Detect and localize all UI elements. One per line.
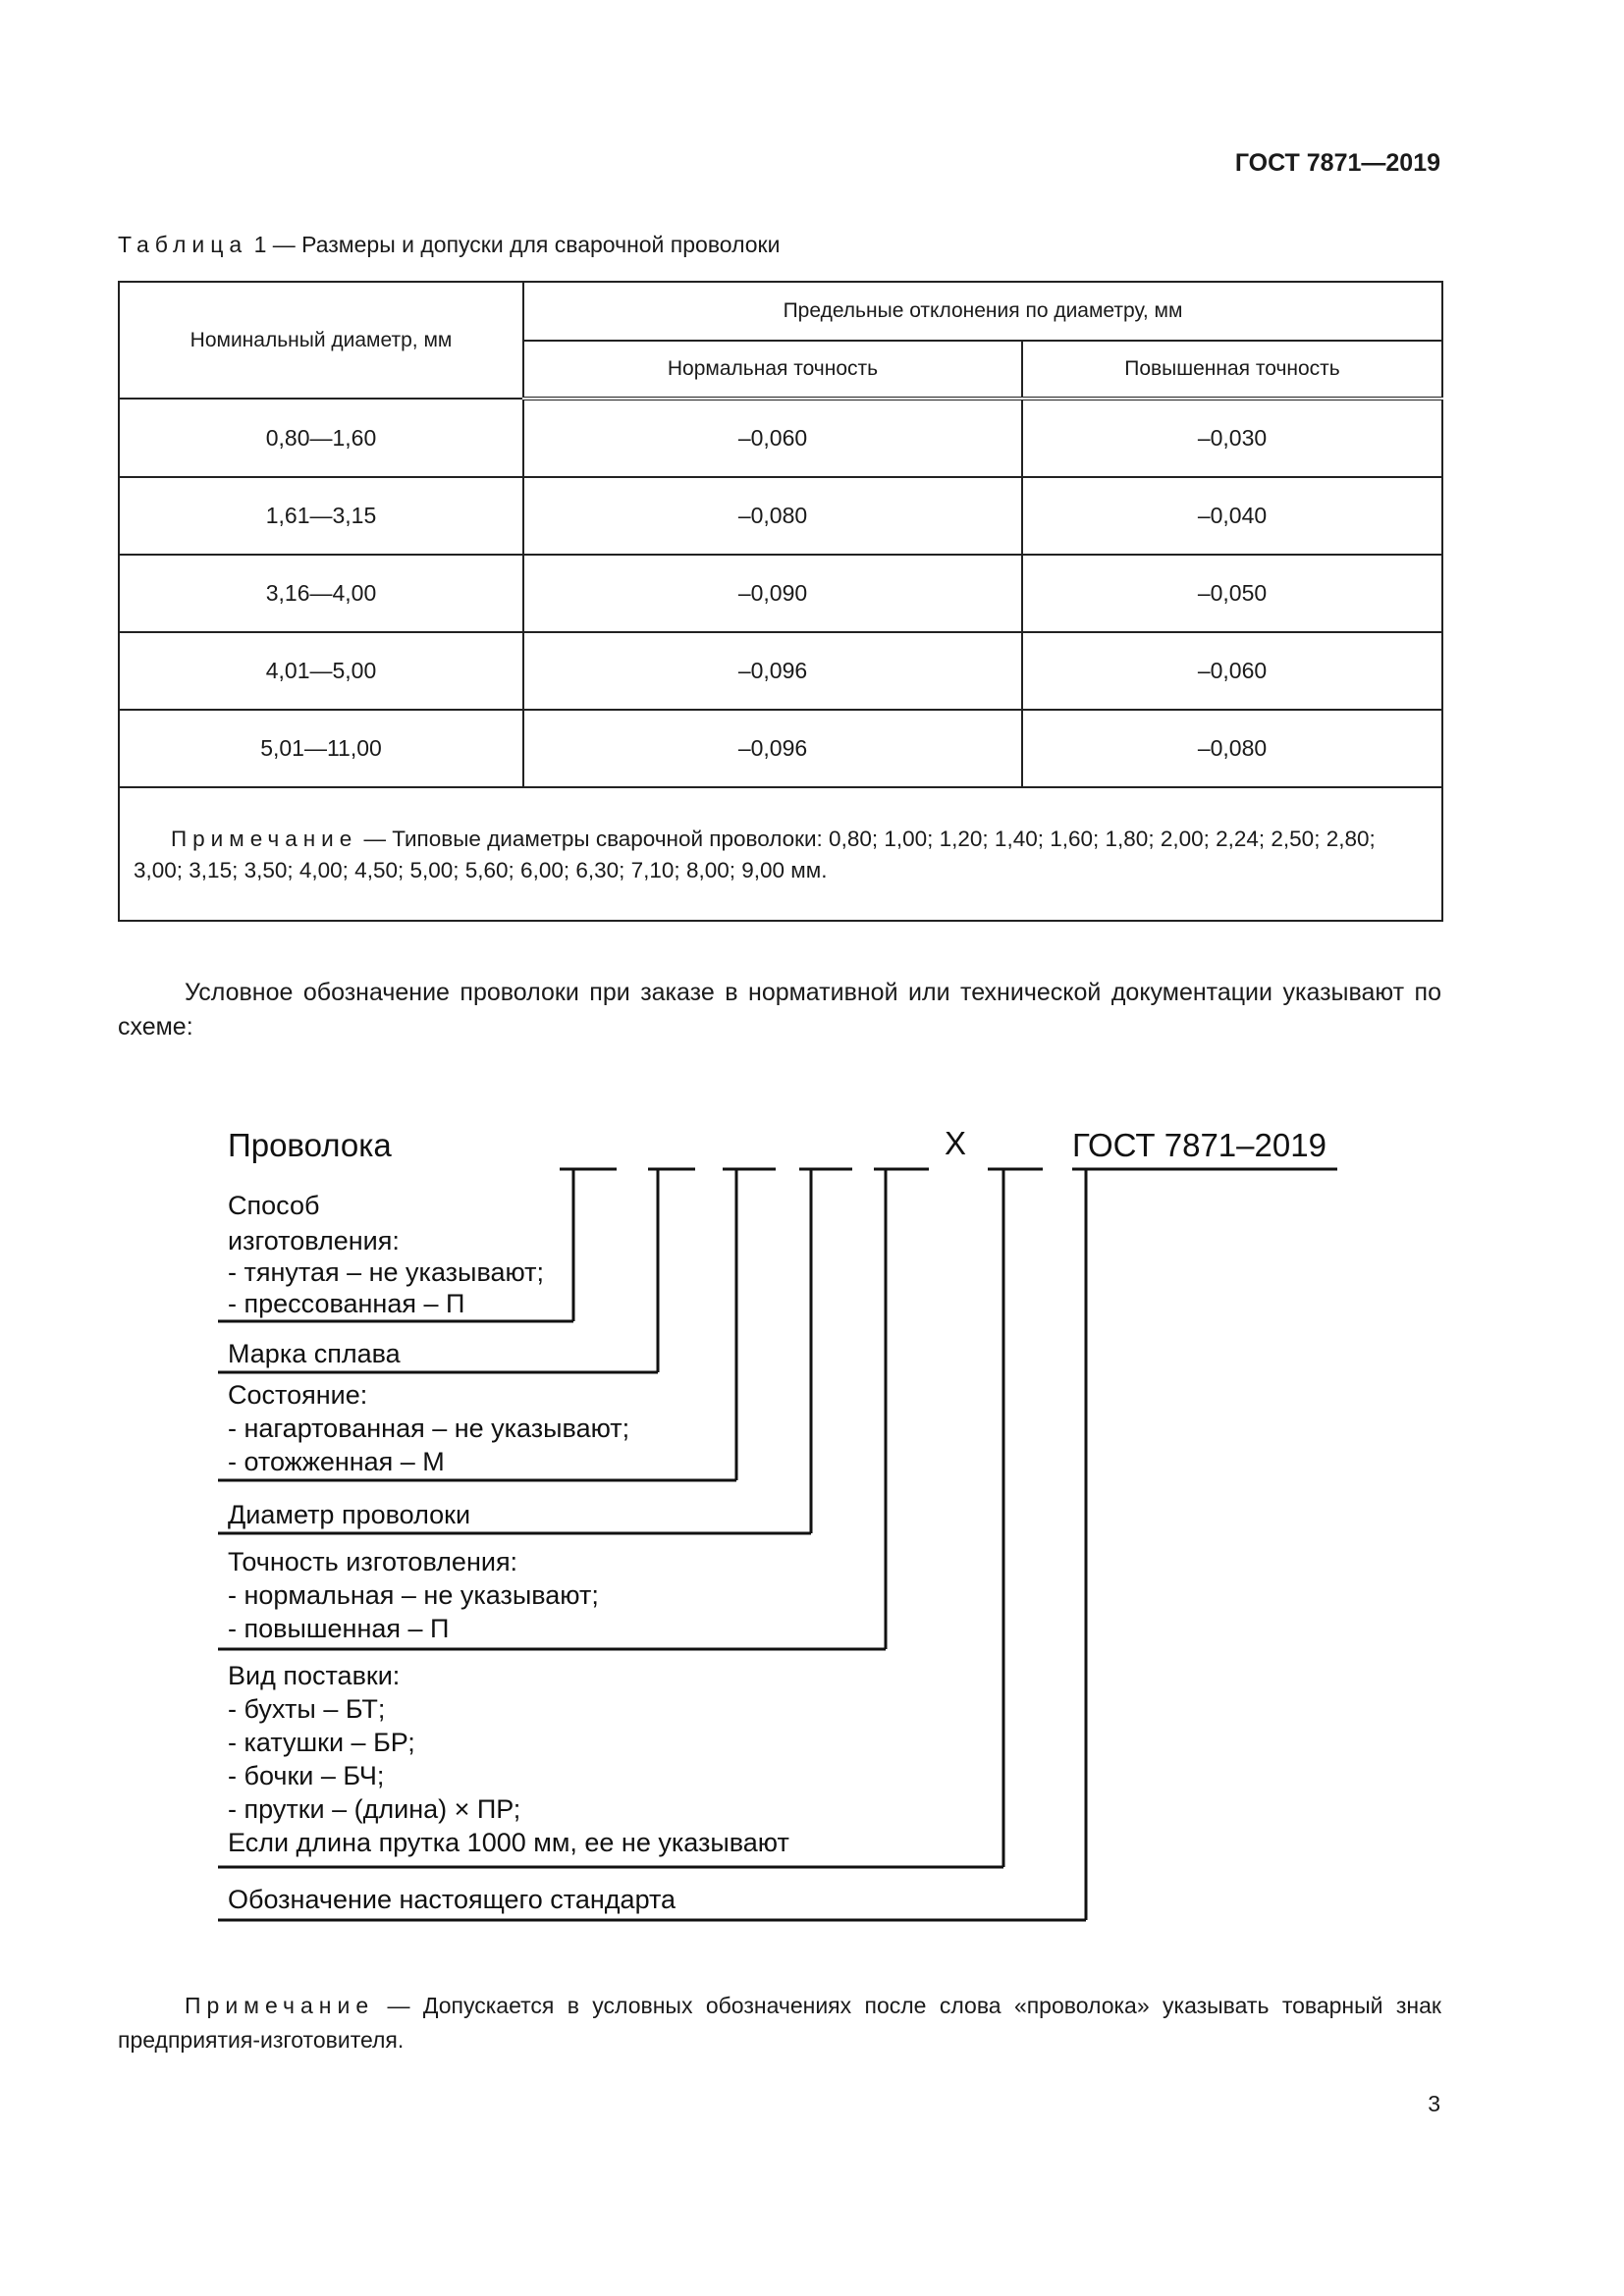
cell-range: 0,80—1,60 bbox=[119, 399, 523, 477]
cell-normal: –0,060 bbox=[523, 399, 1022, 477]
cell-normal: –0,096 bbox=[523, 632, 1022, 710]
cell-normal: –0,096 bbox=[523, 710, 1022, 787]
scheme-delivery-rod-length: Если длина прутка 1000 мм, ее не указывают bbox=[228, 1828, 789, 1857]
header-nominal-diameter: Номинальный диаметр, мм bbox=[119, 282, 523, 399]
header-deviation: Предельные отклонения по диаметру, мм bbox=[523, 282, 1442, 341]
cell-increased: –0,040 bbox=[1022, 477, 1442, 555]
cell-range: 5,01—11,00 bbox=[119, 710, 523, 787]
scheme-method-label-2: изготовления: bbox=[228, 1226, 400, 1255]
scheme-standard-designation: Обозначение настоящего стандарта bbox=[228, 1885, 677, 1914]
cell-normal: –0,080 bbox=[523, 477, 1022, 555]
scheme-delivery-coils: - бухты – БТ; bbox=[228, 1694, 386, 1724]
scheme-accuracy-increased: - повышенная – П bbox=[228, 1614, 450, 1643]
table-caption-text: 1 — Размеры и допуски для сварочной проволоки bbox=[247, 232, 781, 257]
scheme-accuracy-label: Точность изготовления: bbox=[228, 1547, 518, 1576]
designation-paragraph: Условное обозначение проволоки при заказе в нормативной или технической документации указывают по схеме: bbox=[118, 979, 1441, 1041]
scheme-method-drawn: - тянутая – не указывают; bbox=[228, 1257, 545, 1287]
table-caption-label: Таблица bbox=[118, 232, 248, 257]
cell-range: 3,16—4,00 bbox=[119, 555, 523, 632]
scheme-note-text: — Допускается в условных обозначениях после слова «проволока» указывать товарный знак предприятия-изготовителя. bbox=[118, 1993, 1441, 2053]
scheme-accuracy-normal: - нормальная – не указывают; bbox=[228, 1580, 599, 1610]
cell-increased: –0,060 bbox=[1022, 632, 1442, 710]
table-note-label: Примечание bbox=[171, 827, 358, 851]
scheme-delivery-rods: - прутки – (длина) × ПР; bbox=[228, 1794, 521, 1824]
scheme-condition-annealed: - отожженная – М bbox=[228, 1447, 445, 1476]
scheme-delivery-reels: - катушки – БР; bbox=[228, 1728, 415, 1757]
cell-increased: –0,030 bbox=[1022, 399, 1442, 477]
scheme-note bbox=[118, 1989, 1441, 2057]
scheme-delivery-drums: - бочки – БЧ; bbox=[228, 1761, 385, 1790]
scheme-standard: ГОСТ 7871–2019 bbox=[1072, 1127, 1326, 1163]
scheme-wire-diameter: Диаметр проволоки bbox=[228, 1500, 471, 1529]
scheme-condition-label: Состояние: bbox=[228, 1380, 368, 1410]
header-normal-accuracy: Нормальная точность bbox=[523, 341, 1022, 399]
scheme-title: Проволока bbox=[228, 1127, 392, 1163]
document-code: ГОСТ 7871—2019 bbox=[1234, 149, 1440, 177]
table-note-text: — Типовые диаметры сварочной проволоки: 0,80; 1,00; 1,20; 1,40; 1,60; 1,80; 2,00; 2,24; 2,50; 2,80; 3,00; 3,15; 3,50; 4,00; 4,50; 5,00; 5,60; 6,00; 6,30; 7,10; 8,00; 9,00 мм. bbox=[134, 827, 1376, 882]
scheme-condition-hardened: - нагартованная – не указывают; bbox=[228, 1414, 630, 1443]
cell-increased: –0,080 bbox=[1022, 710, 1442, 787]
scheme-x-mark: Х bbox=[945, 1125, 967, 1161]
cell-range: 1,61—3,15 bbox=[119, 477, 523, 555]
page-number: 3 bbox=[1428, 2091, 1440, 2116]
scheme-note-label: Примечание bbox=[185, 1993, 375, 2018]
scheme-delivery-label: Вид поставки: bbox=[228, 1661, 401, 1690]
cell-normal: –0,090 bbox=[523, 555, 1022, 632]
scheme-method-label: Способ bbox=[228, 1191, 320, 1220]
header-increased-accuracy: Повышенная точность bbox=[1022, 341, 1442, 399]
cell-range: 4,01—5,00 bbox=[119, 632, 523, 710]
cell-increased: –0,050 bbox=[1022, 555, 1442, 632]
scheme-alloy-grade: Марка сплава bbox=[228, 1339, 401, 1368]
scheme-method-pressed: - прессованная – П bbox=[228, 1289, 465, 1318]
